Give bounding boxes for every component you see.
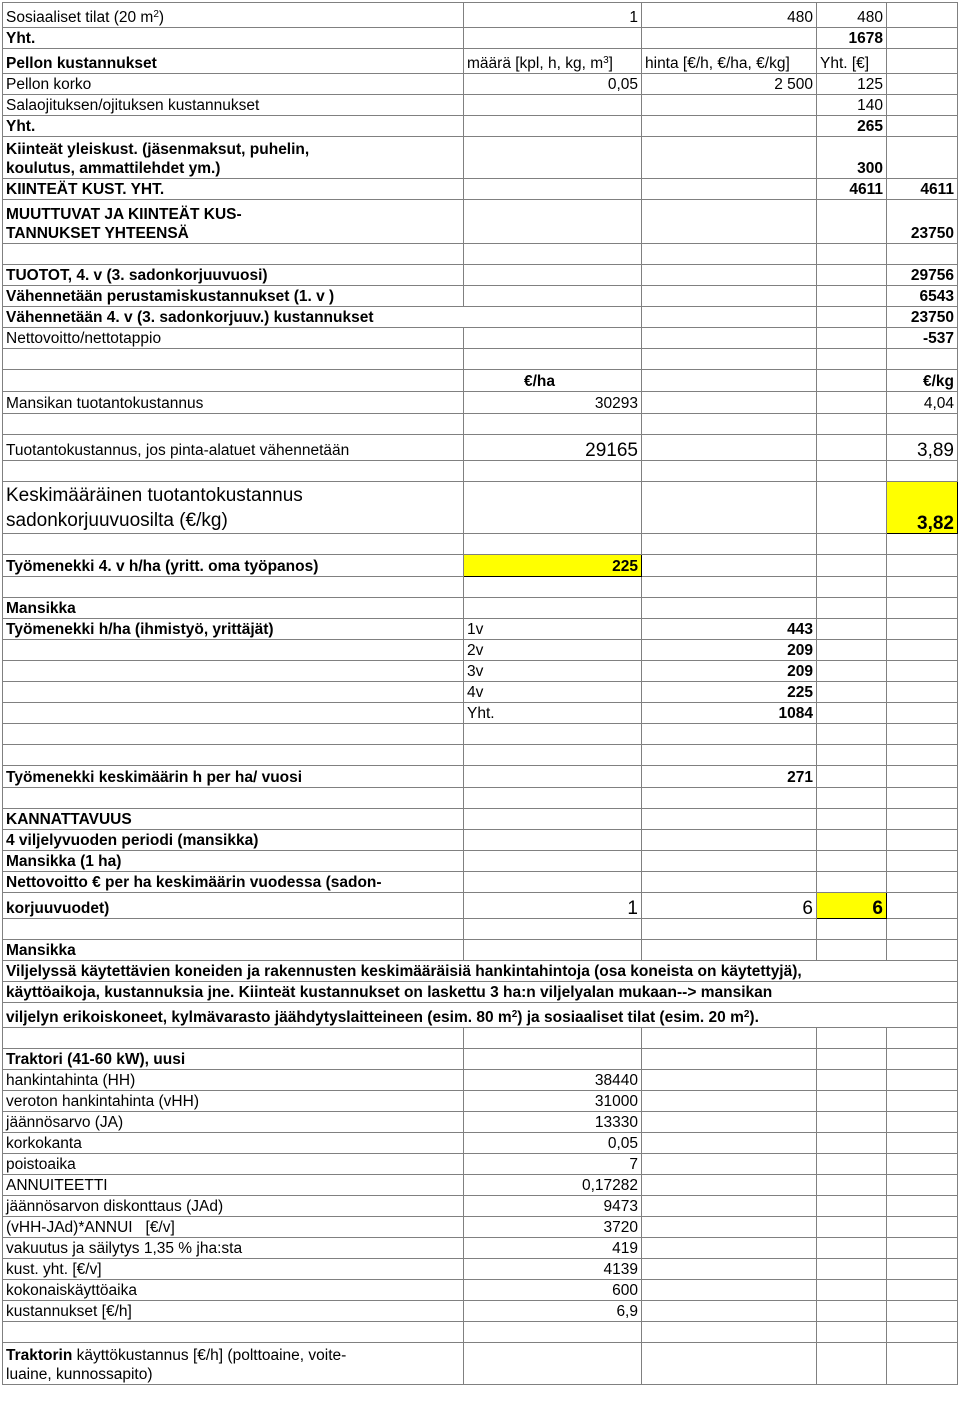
cell-yht-265: 265 [817, 116, 887, 137]
label-annuiteetti: ANNUITEETTI [3, 1175, 464, 1196]
cell-annui: 0,17282 [464, 1175, 642, 1196]
cell-vah-perust: 6543 [887, 286, 958, 307]
note-line-2: käyttöaikoja, kustannuksia jne. Kiinteät kustannukset on laskettu 3 ha:n viljelyalan mukaan--> mansikan [3, 982, 958, 1003]
label-muuttuvat-kiinteat: MUUTTUVAT JA KIINTEÄT KUS- TANNUKSET YHTEENSÄ [3, 200, 464, 244]
header-maara: määrä [kpl, h, kg, $m^3$] [464, 49, 642, 74]
label-vakuutus: vakuutus ja säilytys 1,35 % jha:sta [3, 1238, 464, 1259]
cell-korko: 0,05 [464, 1133, 642, 1154]
cell-vhh: 31000 [464, 1091, 642, 1112]
label-v2: 2v [464, 640, 642, 661]
label-tuotot: TUOTOT, 4. v (3. sadonkorjuuvuosi) [3, 265, 464, 286]
label-tyomenekki-4v: Työmenekki 4. v h/ha (yritt. oma työpanos) [3, 555, 464, 577]
header-eur-ha: €/ha [464, 370, 642, 392]
cell-kiint-a: 4611 [817, 179, 887, 200]
label-keskimaarainen: Keskimääräinen tuotantokustannus sadonkorjuuvuosilta (€/kg) [3, 482, 464, 534]
label-v1: 1v [464, 619, 642, 640]
label-salaojitus: Salaojituksen/ojituksen kustannukset [3, 95, 464, 116]
label-v3: 3v [464, 661, 642, 682]
cell-np-c: 6 [817, 893, 887, 919]
label-korkokanta: korkokanta [3, 1133, 464, 1154]
label-kiinteat-yleiskust: Kiinteät yleiskust. (jäsenmaksut, puhelin, koulutus, ammattilehdet ym.) [3, 137, 464, 179]
label-yht-h: Yht. [464, 703, 642, 724]
label-mansikka: Mansikka [3, 598, 464, 619]
label-vhh-jad: (vHH-JAd)*ANNUI [€/v] [3, 1217, 464, 1238]
label-tuotantokust-pinta: Tuotantokustannus, jos pinta-alatuet vähennetään [3, 435, 464, 461]
cell-hyht: 1084 [642, 703, 817, 724]
cell-jad: 9473 [464, 1196, 642, 1217]
label-pellon-korko: Pellon korko [3, 74, 464, 95]
label-kust-yht: kust. yht. [€/v] [3, 1259, 464, 1280]
cell-h4: 225 [642, 682, 817, 703]
label-kokonaiskayttoaika: kokonaiskäyttöaika [3, 1280, 464, 1301]
cell-tkp-kg: 3,89 [887, 435, 958, 461]
cell-tk-ha: 30293 [464, 392, 642, 414]
cell-korko-qty: 0,05 [464, 74, 642, 95]
cell-sos-qty: 1 [464, 3, 642, 28]
label-jaannosarvo: jäännösarvo (JA) [3, 1112, 464, 1133]
cell-ja: 13330 [464, 1112, 642, 1133]
label-tyomenekki-keskim: Työmenekki keskimäärin h per ha/ vuosi [3, 766, 464, 788]
cell-tkp-ha: 29165 [464, 435, 642, 461]
cell-salaoj-total: 140 [817, 95, 887, 116]
label-yht-2: Yht. [3, 116, 464, 137]
cell-korko-total: 125 [817, 74, 887, 95]
label-kustannukset-h: kustannukset [€/h] [3, 1301, 464, 1322]
cell-vak: 419 [464, 1238, 642, 1259]
label-mansikka-2: Mansikka [3, 940, 464, 961]
cell-vhhjad: 3720 [464, 1217, 642, 1238]
cell-korko-price: 2 500 [642, 74, 817, 95]
cell-tyo-keskim: 271 [642, 766, 817, 788]
cell-tk-kg: 4,04 [887, 392, 958, 414]
cell-kokon: 600 [464, 1280, 642, 1301]
header-yht-eur: Yht. [€] [817, 49, 887, 74]
header-hinta: hinta [€/h, €/ha, €/kg] [642, 49, 817, 74]
label-poistoaika: poistoaika [3, 1154, 464, 1175]
label-vahennetaan-perust: Vähennetään perustamiskustannukset (1. v ) [3, 286, 464, 307]
cell-yleis-total: 300 [817, 137, 887, 179]
cell-vah-4v: 23750 [887, 307, 958, 328]
cell-h1: 443 [642, 619, 817, 640]
label-hankintahinta: hankintahinta (HH) [3, 1070, 464, 1091]
label-v4: 4v [464, 682, 642, 703]
label-mansikka-1ha: Mansikka (1 ha) [3, 851, 464, 872]
cell-kusth: 6,9 [464, 1301, 642, 1322]
cell-kiint-b: 4611 [887, 179, 958, 200]
label-tuotantokust: Mansikan tuotantokustannus [3, 392, 464, 414]
cell-sos-price: 480 [642, 3, 817, 28]
label-traktori: Traktori (41-60 kW), uusi [3, 1049, 464, 1070]
label-nettovoitto-per-2: korjuuvuodet) [3, 893, 464, 919]
cell-tyo-4v: 225 [464, 555, 642, 577]
note-line-3: viljelyn erikoiskoneet, kylmävarasto jäähdytyslaitteineen (esim. 80 $m^2$) ja sosiaaliset tilat (esim. 20 $m^2$). [3, 1003, 958, 1028]
label-nettovoitto-per-1: Nettovoitto € per ha keskimäärin vuodessa (sadon- [3, 872, 464, 893]
cell-tuotot: 29756 [887, 265, 958, 286]
cell-netto: -537 [887, 328, 958, 349]
cell-sos-total: 480 [817, 3, 887, 28]
cell-keskim-kg: 3,82 [887, 482, 958, 534]
cell-np-a: 1 [464, 893, 642, 919]
cell-np-b: 6 [642, 893, 817, 919]
cell-yht-1678: 1678 [817, 28, 887, 49]
cell-kustyht: 4139 [464, 1259, 642, 1280]
cell-yhteensa: 23750 [887, 200, 958, 244]
label-periodi: 4 viljelyvuoden periodi (mansikka) [3, 830, 464, 851]
cell-h2: 209 [642, 640, 817, 661]
label-tyomenekki-hha: Työmenekki h/ha (ihmistyö, yrittäjät) [3, 619, 464, 640]
label-veroton: veroton hankintahinta (vHH) [3, 1091, 464, 1112]
cell-h3: 209 [642, 661, 817, 682]
label-yht: Yht. [3, 28, 464, 49]
label-traktorin-kayttokust: Traktorin käyttökustannus [€/h] (polttoaine, voite- luaine, kunnossapito) [3, 1343, 464, 1385]
cell-hh: 38440 [464, 1070, 642, 1091]
cell-poisto: 7 [464, 1154, 642, 1175]
label-sosiaaliset-tilat: Sosiaaliset tilat (20 $m^2$) [3, 3, 464, 28]
note-line-1: Viljelyssä käytettävien koneiden ja rakennusten keskimääräisiä hankintahintoja (osa koneista on käytettyjä), [3, 961, 958, 982]
label-vahennetaan-4v: Vähennetään 4. v (3. sadonkorjuuv.) kustannukset [3, 307, 642, 328]
label-kiinteat-kust-yht: KIINTEÄT KUST. YHT. [3, 179, 464, 200]
label-nettovoitto: Nettovoitto/nettotappio [3, 328, 464, 349]
header-eur-kg: €/kg [887, 370, 958, 392]
label-pellon-kustannukset: Pellon kustannukset [3, 49, 464, 74]
cost-table [2, 2, 958, 1385]
label-jaannos-disk: jäännösarvon diskonttaus (JAd) [3, 1196, 464, 1217]
label-kannattavuus: KANNATTAVUUS [3, 809, 464, 830]
